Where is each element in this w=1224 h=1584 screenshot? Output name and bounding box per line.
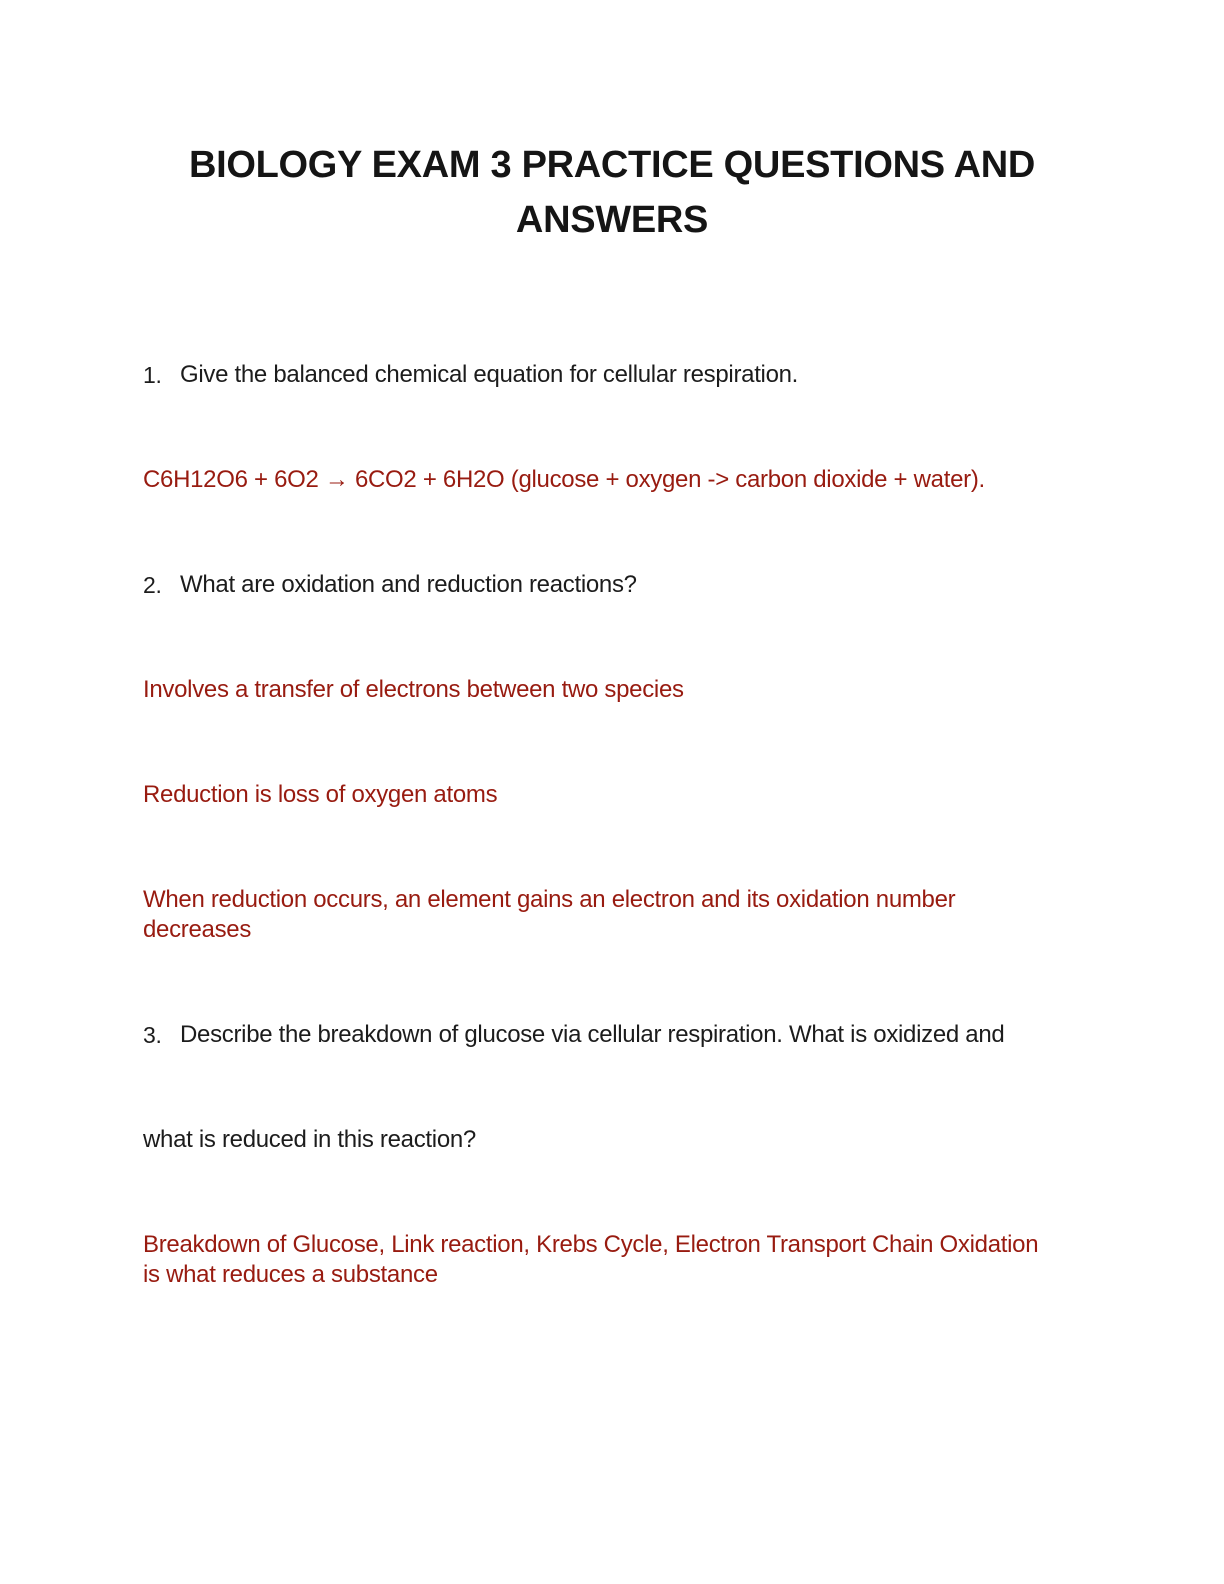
- answer-text: [143, 465, 1144, 495]
- answer-line: C6H12O6 + 6O2 → 6CO2 + 6H2O (glucose + oxygen -> carbon dioxide + water).: [143, 466, 985, 493]
- question-continuation-text: [143, 1125, 1144, 1155]
- answer-line: Involves a transfer of electrons between two species: [143, 676, 684, 703]
- answer-line: is what reduces a substance: [143, 1261, 438, 1288]
- question-number: 3.: [143, 1022, 162, 1048]
- answer-text: [143, 885, 1144, 945]
- question-text: Give the balanced chemical equation for cellular respiration.: [180, 361, 799, 388]
- answer-text: [143, 675, 1144, 705]
- document-title-line2: ANSWERS: [515, 199, 709, 241]
- document-body: [0, 360, 1224, 1290]
- question-text: Describe the breakdown of glucose via cellular respiration. What is oxidized and: [180, 1021, 1005, 1048]
- document-title-line1: BIOLOGY EXAM 3 PRACTICE QUESTIONS AND: [188, 144, 1036, 186]
- answer-line: decreases: [143, 916, 252, 943]
- answer-text: [143, 780, 1144, 810]
- question-item-3: [143, 1020, 1144, 1050]
- question-number: 2.: [143, 572, 162, 598]
- question-number: 1.: [143, 362, 162, 388]
- question-item-1: [143, 360, 1144, 390]
- document-title: [0, 0, 1224, 248]
- question-continuation-line: what is reduced in this reaction?: [143, 1126, 476, 1153]
- answer-text: [143, 1230, 1144, 1290]
- answer-line: When reduction occurs, an element gains an electron and its oxidation number: [143, 886, 956, 913]
- question-item-2: [143, 570, 1144, 600]
- answer-line: Reduction is loss of oxygen atoms: [143, 781, 498, 808]
- answer-line: Breakdown of Glucose, Link reaction, Krebs Cycle, Electron Transport Chain Oxidation: [143, 1231, 1039, 1258]
- question-text: What are oxidation and reduction reactions?: [180, 571, 637, 598]
